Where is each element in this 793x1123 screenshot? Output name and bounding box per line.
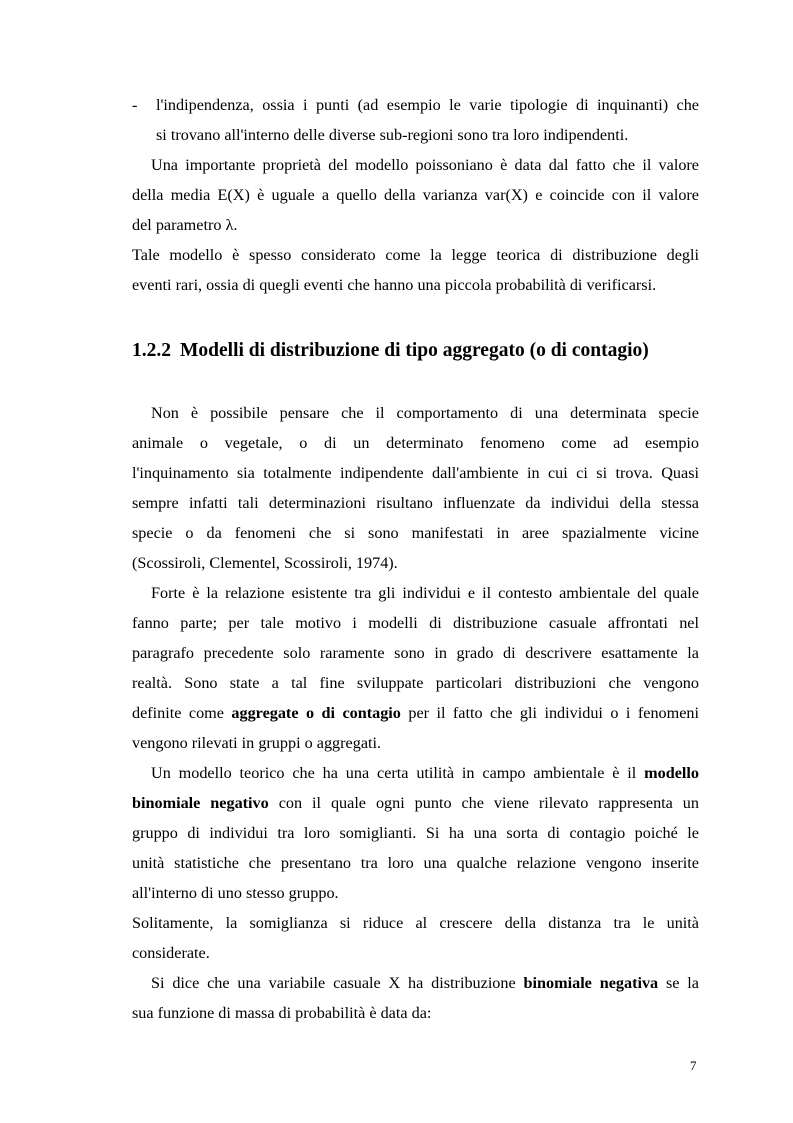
para4-line-3: paragrafo precedente solo raramente sono in grado di descrivere esattamente la	[132, 644, 699, 662]
para2-line-1: Tale modello è spesso considerato come la legge teorica di distribuzione degli	[132, 246, 699, 264]
para5-line-2	[132, 788, 699, 818]
para3-line-1: Non è possibile pensare che il comportamento di una determinata specie	[151, 404, 699, 422]
para3-line-4: sempre infatti tali determinazioni risultano influenzate da individui della stessa	[132, 494, 699, 512]
term-modello: modello	[644, 764, 699, 782]
para4-line-4: realtà. Sono state a tal fine sviluppate particolari distribuzioni che vengono	[132, 674, 699, 692]
bullet-line-2: si trovano all'interno delle diverse sub-regioni sono tra loro indipendenti.	[156, 126, 629, 144]
term-binomiale-negativa: binomiale negativa	[523, 974, 659, 992]
para4-line-1: Forte è la relazione esistente tra gli individui e il contesto ambientale del quale	[151, 584, 699, 602]
para5-line-3: gruppo di individui tra loro somiglianti. Si ha una sorta di contagio poiché le	[132, 824, 699, 842]
para4-line-5-post: per il fatto che gli individui o i fenomeni	[400, 704, 699, 722]
para5-line-4: unità statistiche che presentano tra loro una qualche relazione vengono inserite	[132, 854, 699, 872]
para5-line-1-pre: Un modello teorico che ha una certa utilità in campo ambientale è il	[151, 764, 645, 782]
para7-line-1-pre: Si dice che una variabile casuale X ha distribuzione	[151, 974, 524, 992]
para1-line-1: Una importante proprietà del modello poissoniano è data dal fatto che il valore	[151, 156, 699, 174]
para4-line-5	[132, 698, 699, 728]
section-heading	[132, 336, 712, 366]
intro-block	[132, 90, 699, 300]
para3-line-5: specie o da fenomeni che si sono manifestati in aree spazialmente vicine	[132, 524, 699, 542]
bullet-line-1: l'indipendenza, ossia i punti (ad esempio le varie tipologie di inquinanti) che	[156, 96, 699, 114]
term-binomiale-negativo: binomiale negativo	[132, 794, 269, 812]
para1-line-2: della media E(X) è uguale a quello della varianza var(X) e coincide con il valore	[132, 186, 699, 204]
section-number: 1.2.2	[132, 340, 171, 361]
para6-line-1: Solitamente, la somiglianza si riduce al crescere della distanza tra le unità	[132, 914, 699, 932]
para4-line-5-pre: definite come	[132, 704, 232, 722]
para7-line-1-post: se la	[658, 974, 699, 992]
para3-line-6: (Scossiroli, Clementel, Scossiroli, 1974).	[132, 554, 398, 572]
para4-line-2: fanno parte; per tale motivo i modelli di distribuzione casuale affrontati nel	[132, 614, 699, 632]
para1-line-3: del parametro λ.	[132, 216, 238, 234]
para5-line-2-post: con il quale ogni punto che viene rilevato rappresenta un	[268, 794, 699, 812]
section-title: Modelli di distribuzione di tipo aggregato (o di contagio)	[180, 340, 649, 361]
para3-line-3: l'inquinamento sia totalmente indipendente dall'ambiente in cui ci si trova. Quasi	[132, 464, 699, 482]
body-block	[132, 398, 699, 1028]
bullet-item	[132, 90, 699, 120]
para5-line-1	[132, 758, 699, 788]
bullet-marker: -	[132, 96, 138, 114]
para7-line-1	[132, 968, 699, 998]
para7-line-2: sua funzione di massa di probabilità è data da:	[132, 1004, 432, 1022]
para4-line-6: vengono rilevati in gruppi o aggregati.	[132, 734, 382, 752]
para3-line-2: animale o vegetale, o di un determinato fenomeno come ad esempio	[132, 434, 699, 452]
para6-line-2: considerate.	[132, 944, 210, 962]
term-aggregate: aggregate o di contagio	[231, 704, 401, 722]
para5-line-5: all'interno di uno stesso gruppo.	[132, 884, 339, 902]
para2-line-2: eventi rari, ossia di quegli eventi che hanno una piccola probabilità di verificarsi.	[132, 276, 657, 294]
page-number: 7	[690, 1058, 697, 1073]
